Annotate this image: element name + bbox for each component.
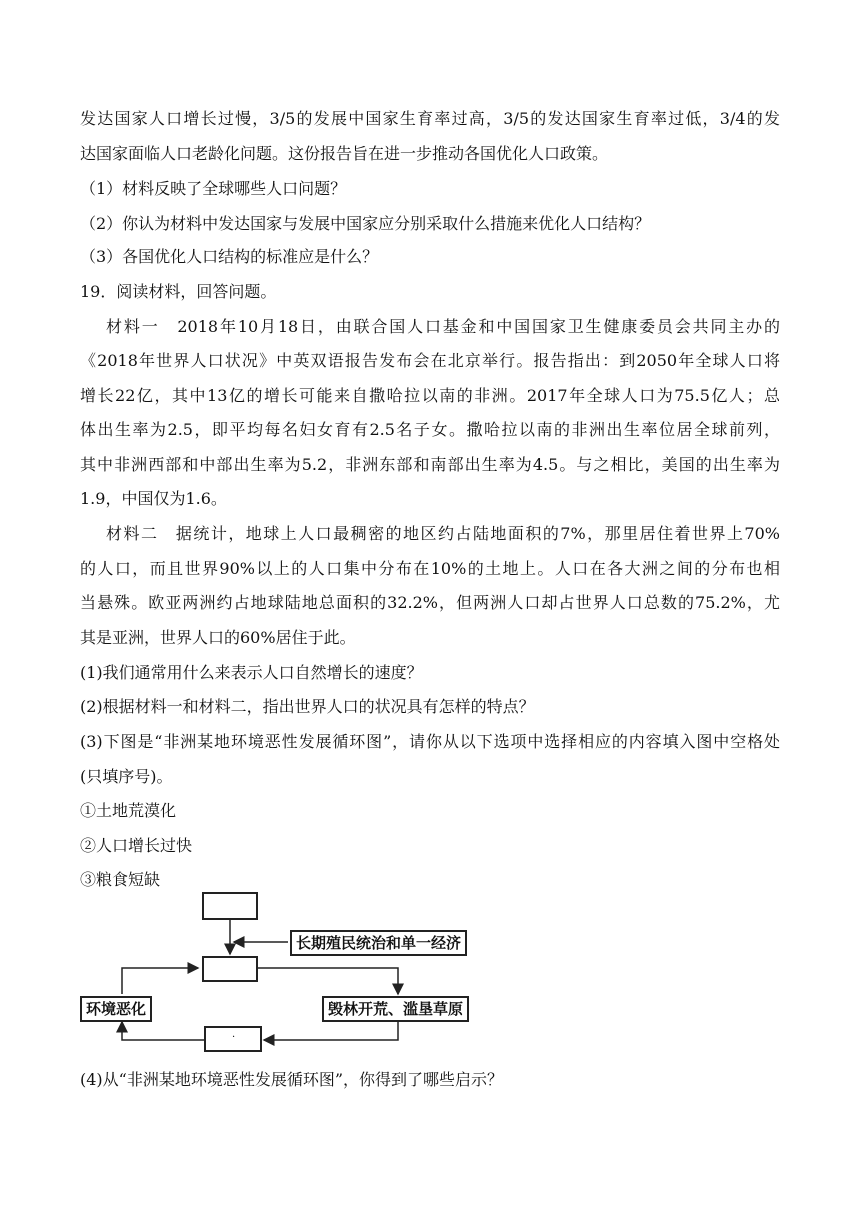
diagram-arrows (70, 888, 490, 1058)
question-19-title: 19．阅读材料，回答问题。 (80, 282, 277, 301)
material-2-line: 当悬殊。欧亚两洲约占地球陆地总面积的32.2%，但两洲人口却占世界人口总数的75.2%，尤 (80, 593, 780, 612)
material-1-line: 增长22亿，其中13亿的增长可能来自撒哈拉以南的非洲。2017年全球人口为75.5亿人；总 (80, 386, 780, 405)
blank-box-top (202, 892, 258, 920)
material-2-line: 其是亚洲，世界人口的60%居住于此。 (80, 628, 356, 647)
question-2: （2）你认为材料中发达国家与发展中国家应分别采取什么措施来优化人口结构？ (80, 214, 651, 233)
arrow-center-to-deforest (258, 968, 398, 994)
option-2: ②人口增长过快 (80, 836, 193, 855)
arrow-deforest-to-bottom (264, 1022, 398, 1040)
sub-question-3: (3)下图是“非洲某地环境恶性发展循环图”，请你从以下选项中选择相应的内容填入图中空格处 (80, 732, 780, 751)
material-1-line: 其中非洲西部和中部出生率为5.2，非洲东部和南部出生率为4.5。与之相比，美国的出生率为 (80, 455, 780, 474)
sub-question-1: (1)我们通常用什么来表示人口自然增长的速度？ (80, 663, 423, 682)
material-1-line: 材料一 2018年10月18日，由联合国人口基金和中国国家卫生健康委员会共同主办的 (106, 317, 780, 336)
sub-question-2: (2)根据材料一和材料二，指出世界人口的状况具有怎样的特点？ (80, 697, 535, 716)
label-colonial-economy: 长期殖民统治和单一经济 (290, 930, 467, 956)
text-line: 达国家面临人口老龄化问题。这份报告旨在进一步推动各国优化人口政策。 (80, 144, 609, 163)
dot-mark: · (232, 1032, 236, 1043)
blank-box-center (202, 956, 258, 982)
material-1-line: 1.9，中国仅为1.6。 (80, 489, 227, 508)
option-3: ③粮食短缺 (80, 870, 161, 889)
material-2-line: 材料二 据统计，地球上人口最稠密的地区约占陆地面积的7%，那里居住着世界上70% (106, 524, 780, 543)
material-2-line: 的人口，而且世界90%以上的人口集中分布在10%的土地上。人口在各大洲之间的分布也相 (80, 559, 780, 578)
label-environment: 环境恶化 (80, 996, 152, 1022)
question-3: （3）各国优化人口结构的标准应是什么？ (80, 247, 379, 266)
label-deforestation: 毁林开荒、滥垦草原 (322, 996, 469, 1022)
material-1-line: 《2018年世界人口状况》中英双语报告发布会在北京举行。报告指出：到2050年全球人口将 (80, 351, 780, 370)
sub-question-4: (4)从“非洲某地环境恶性发展循环图”，你得到了哪些启示？ (80, 1070, 504, 1089)
material-1-line: 体出生率为2.5，即平均每名妇女育有2.5名子女。撒哈拉以南的非洲出生率位居全球前列， (80, 420, 780, 439)
arrow-env-to-center (122, 968, 198, 994)
question-1: （1）材料反映了全球哪些人口问题？ (80, 179, 347, 198)
arrow-bottom-to-env (122, 1022, 204, 1040)
text-line: 发达国家人口增长过慢，3/5的发展中国家生育率过高，3/5的发达国家生育率过低，3/4的发 (80, 109, 780, 128)
sub-question-3-cont: (只填序号)。 (80, 767, 173, 786)
option-1: ①土地荒漠化 (80, 801, 177, 820)
blank-box-bottom (204, 1026, 262, 1052)
cycle-diagram (70, 888, 490, 1058)
